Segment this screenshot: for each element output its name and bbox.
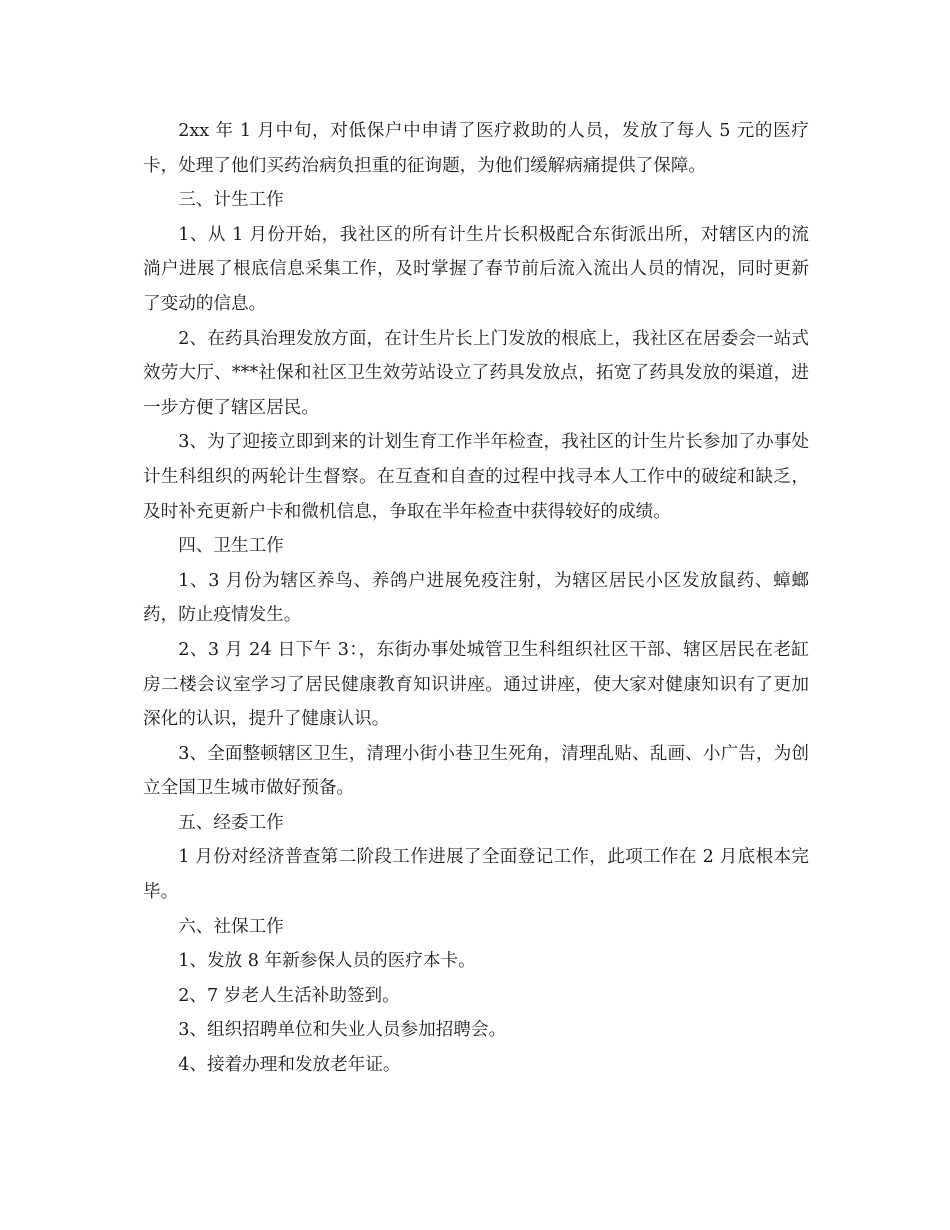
heading-economic: 五、经委工作 [178,812,284,833]
paragraph-social-security-4: 4、接着办理和发放老年证。 [178,1055,401,1076]
paragraph-economic-1: 1 月份对经济普查第二阶段工作进展了全面登记工作，此项工作在 2 月底根本完毕。 [143,847,809,903]
paragraph-family-planning-3: 3、为了迎接立即到来的计划生育工作半年检查，我社区的计生片长参加了办事处计生科组织的两轮计生督察。在互查和自查的过程中找寻本人工作中的破绽和缺乏，及时补充更新户卡和微机信息，争取在半年检查中获得较好的成绩。 [143,432,809,522]
paragraph-social-security-3: 3、组织招聘单位和失业人员参加招聘会。 [178,1020,507,1041]
paragraph-social-security-2: 2、7 岁老人生活补助签到。 [178,985,400,1006]
paragraph-health-3: 3、全面整顿辖区卫生，清理小街小巷卫生死角，清理乱贴、乱画、小广告，为创立全国卫生城市做好预备。 [143,743,809,799]
paragraph-family-planning-2: 2、在药具治理发放方面，在计生片长上门发放的根底上，我社区在居委会一站式效劳大厅、***社保和社区卫生效劳站设立了药具发放点，拓宽了药具发放的渠道，进一步方便了辖区居民。 [143,328,809,418]
paragraph-health-1: 1、3 月份为辖区养鸟、养鸽户进展免疫注射，为辖区居民小区发放鼠药、蟑螂药，防止疫情发生。 [143,570,809,626]
heading-family-planning: 三、计生工作 [178,190,284,211]
paragraph-medical-aid: 2xx 年 1 月中旬，对低保户中申请了医疗救助的人员，发放了每人 5 元的医疗卡，处理了他们买药治病负担重的征询题，为他们缓解病痛提供了保障。 [143,121,809,176]
paragraph-health-2: 2、3 月 24 日下午 3：，东街办事处城管卫生科组织社区干部、辖区居民在老缸房二楼会议室学习了居民健康教育知识讲座。通过讲座，使大家对健康知识有了更加深化的认识，提升了健康认识。 [143,639,809,730]
heading-health: 四、卫生工作 [178,536,284,557]
paragraph-family-planning-1: 1、从 1 月份开始，我社区的所有计生片长积极配合东街派出所，对辖区内的流淌户进展了根底信息采集工作，及时掌握了春节前后流入流出人员的情况，同时更新了变动的信息。 [143,224,809,314]
heading-social-security: 六、社保工作 [178,916,284,937]
paragraph-social-security-1: 1、发放 8 年新参保人员的医疗本卡。 [178,951,476,972]
document-body [143,114,809,1083]
